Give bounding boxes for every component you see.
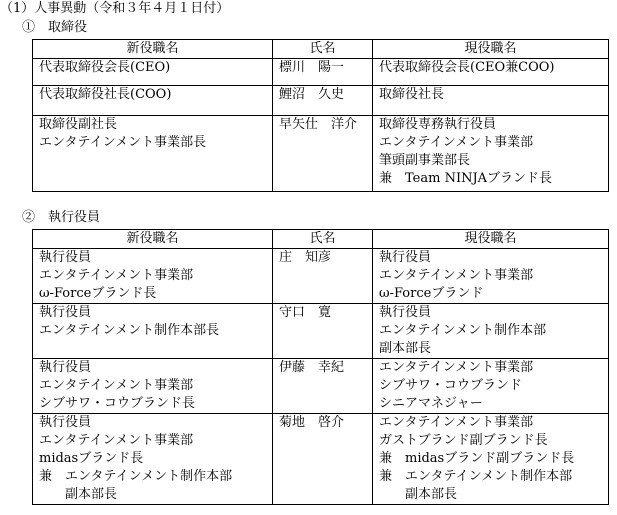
new-role-line: 兼 エンタテインメント制作本部 <box>39 469 233 484</box>
new-role-cell <box>33 249 273 304</box>
person-name: 鯉沼 久史 <box>279 87 345 102</box>
table-row <box>33 86 609 116</box>
new-role-line: ω-Forceブランド長 <box>39 286 157 301</box>
section-heading-directors: ① 取締役 <box>22 20 88 35</box>
new-role-line: シブサワ・コウブランド長 <box>39 396 196 411</box>
new-role-line: 執行役員 <box>39 360 92 375</box>
new-role-line: 副本部長 <box>65 487 118 502</box>
current-role-line: シニアマネジャー <box>379 396 483 411</box>
current-role-line: 代表取締役会長(CEO兼COO) <box>379 60 555 75</box>
header-name: 氏名 <box>273 40 373 59</box>
current-role-line: エンタテインメント事業部 <box>379 135 534 150</box>
current-role-line: ω-Forceブランド <box>379 286 484 301</box>
table-row <box>33 249 609 304</box>
current-role-line: 副本部長 <box>379 341 432 356</box>
current-role-line: エンタテインメント事業部 <box>379 268 534 283</box>
new-role-line: エンタテインメント事業部 <box>39 433 194 448</box>
new-role-cell <box>33 59 273 86</box>
name-cell <box>273 414 373 505</box>
current-role-line: 兼 midasブランド副ブランド長 <box>379 451 575 466</box>
new-role-cell <box>33 304 273 359</box>
current-role-line: 執行役員 <box>379 250 432 265</box>
table-header-row <box>33 40 609 59</box>
person-name: 菊地 啓介 <box>279 415 345 430</box>
header-new-role: 新役職名 <box>33 40 273 59</box>
header-new-role: 新役職名 <box>33 230 273 249</box>
executive-officers-table <box>32 229 609 505</box>
document-title: （1）人事異動（令和３年４月１日付） <box>0 1 230 16</box>
new-role-line: 代表取締役社長(COO) <box>39 87 172 102</box>
current-role-cell <box>373 59 609 86</box>
person-name: 守口 寛 <box>279 305 332 320</box>
header-current-role: 現役職名 <box>373 230 609 249</box>
name-cell <box>273 249 373 304</box>
current-role-cell <box>373 249 609 304</box>
new-role-line: エンタテインメント制作本部長 <box>39 323 220 338</box>
person-name: 早矢仕 洋介 <box>279 117 358 132</box>
current-role-line: エンタテインメント事業部 <box>379 360 534 375</box>
current-role-line: シブサワ・コウブランド <box>379 378 523 393</box>
table-row <box>33 116 609 192</box>
current-role-line: 兼 Team NINJAブランド長 <box>379 171 553 186</box>
name-cell <box>273 116 373 192</box>
table-row <box>33 304 609 359</box>
new-role-cell <box>33 359 273 414</box>
section-heading-executive-officers: ② 執行役員 <box>22 210 101 225</box>
table-header-row <box>33 230 609 249</box>
new-role-line: midasブランド長 <box>39 451 144 466</box>
current-role-cell <box>373 116 609 192</box>
new-role-line: エンタテインメント事業部 <box>39 378 194 393</box>
new-role-cell <box>33 86 273 116</box>
new-role-line: 執行役員 <box>39 250 92 265</box>
new-role-line: エンタテインメント事業部 <box>39 268 194 283</box>
current-role-line: 取締役社長 <box>379 87 445 102</box>
name-cell <box>273 86 373 116</box>
new-role-cell <box>33 414 273 505</box>
table-row <box>33 59 609 86</box>
header-name: 氏名 <box>273 230 373 249</box>
current-role-line: エンタテインメント制作本部 <box>379 323 547 338</box>
new-role-line: 代表取締役会長(CEO) <box>39 60 171 75</box>
person-name: 標川 陽一 <box>279 60 345 75</box>
current-role-cell <box>373 86 609 116</box>
current-role-cell <box>373 304 609 359</box>
new-role-cell <box>33 116 273 192</box>
new-role-line: エンタテインメント事業部長 <box>39 135 207 150</box>
new-role-line: 取締役副社長 <box>39 117 118 132</box>
name-cell <box>273 359 373 414</box>
new-role-line: 執行役員 <box>39 415 92 430</box>
current-role-cell <box>373 359 609 414</box>
person-name: 庄 知彦 <box>279 250 332 265</box>
current-role-line: 取締役専務執行役員 <box>379 117 497 132</box>
current-role-cell <box>373 414 609 505</box>
current-role-line: 執行役員 <box>379 305 432 320</box>
current-role-line: ガストブランド副ブランド長 <box>379 433 548 448</box>
table-row <box>33 414 609 505</box>
current-role-line: 筆頭副事業部長 <box>379 153 471 168</box>
new-role-line: 執行役員 <box>39 305 92 320</box>
name-cell <box>273 304 373 359</box>
header-current-role: 現役職名 <box>373 40 609 59</box>
current-role-line: 副本部長 <box>405 487 458 502</box>
table-row <box>33 359 609 414</box>
directors-table <box>32 39 609 192</box>
current-role-line: 兼 エンタテインメント制作本部 <box>379 469 573 484</box>
person-name: 伊藤 幸紀 <box>279 360 345 375</box>
name-cell <box>273 59 373 86</box>
current-role-line: エンタテインメント事業部 <box>379 415 534 430</box>
